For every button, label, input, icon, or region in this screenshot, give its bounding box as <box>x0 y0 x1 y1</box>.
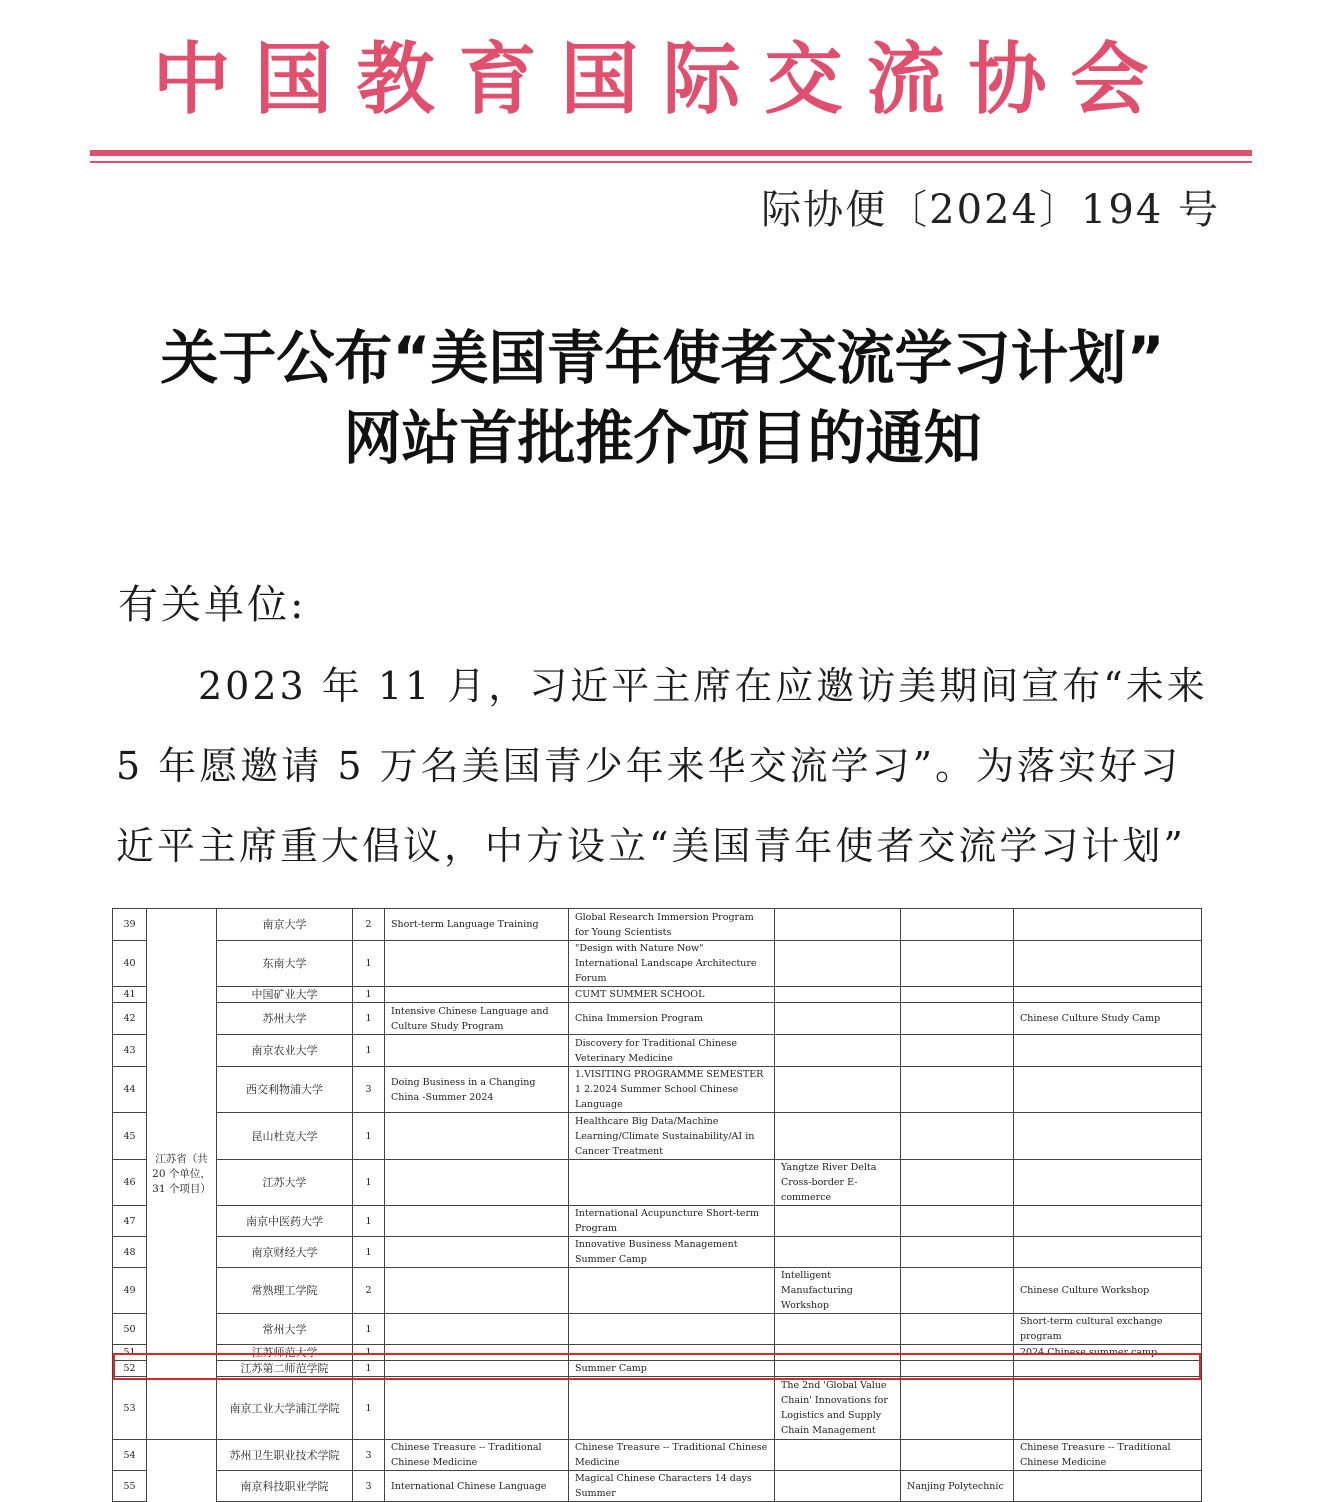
project-count: 1 <box>353 1237 385 1268</box>
body-paragraph-line: 近平主席重大倡议，中方设立“美国青年使者交流学习计划” <box>116 824 1186 868</box>
project-cell <box>1014 1067 1202 1113</box>
institution-name: 南京科技职业学院 <box>217 1471 353 1502</box>
row-number: 47 <box>113 1206 147 1237</box>
project-count: 1 <box>353 1035 385 1067</box>
project-cell: Magical Chinese Characters 14 days Summer <box>569 1471 775 1502</box>
project-cell <box>1014 1361 1202 1377</box>
project-cell <box>901 1035 1014 1067</box>
project-table-body <box>113 909 1202 1502</box>
row-number: 49 <box>113 1268 147 1314</box>
project-cell <box>385 1206 569 1237</box>
project-cell: Summer Camp <box>569 1361 775 1377</box>
row-number: 50 <box>113 1314 147 1345</box>
salutation: 有关单位: <box>118 582 307 628</box>
project-cell <box>901 1345 1014 1361</box>
table-row <box>113 1113 1202 1160</box>
project-cell <box>901 909 1014 941</box>
institution-name: 江苏第二师范学院 <box>217 1361 353 1377</box>
project-cell <box>775 1440 901 1471</box>
row-number: 43 <box>113 1035 147 1067</box>
project-cell <box>569 1314 775 1345</box>
notice-title-line-2: 网站首批推介项目的通知 <box>343 404 982 472</box>
project-cell: Intelligent Manufacturing Workshop <box>775 1268 901 1314</box>
project-cell <box>1014 1113 1202 1160</box>
project-cell <box>901 987 1014 1003</box>
table-row <box>113 909 1202 941</box>
institution-name: 南京财经大学 <box>217 1237 353 1268</box>
project-cell: "Design with Nature Now" International Landscape Architecture Forum <box>569 941 775 987</box>
project-cell <box>775 909 901 941</box>
project-cell: Nanjing Polytechnic <box>901 1471 1014 1502</box>
project-cell: China Immersion Program <box>569 1003 775 1035</box>
institution-name: 南京农业大学 <box>217 1035 353 1067</box>
project-cell <box>775 1345 901 1361</box>
document-number: 际协便〔2024〕194 号 <box>761 187 1220 233</box>
row-number: 45 <box>113 1113 147 1160</box>
table-row <box>113 1160 1202 1206</box>
project-table <box>112 908 1202 1502</box>
project-count: 1 <box>353 1160 385 1206</box>
project-cell: Chinese Culture Study Camp <box>1014 1003 1202 1035</box>
project-cell <box>775 1003 901 1035</box>
project-count: 1 <box>353 1361 385 1377</box>
institution-name: 南京工业大学浦江学院 <box>217 1377 353 1440</box>
row-number: 52 <box>113 1361 147 1377</box>
project-cell: 2024 Chinese summer camp <box>1014 1345 1202 1361</box>
project-cell: Discovery for Traditional Chinese Veterinary Medicine <box>569 1035 775 1067</box>
project-cell <box>1014 1160 1202 1206</box>
masthead-rule-thin <box>90 161 1252 163</box>
project-count: 1 <box>353 987 385 1003</box>
project-cell: Global Research Immersion Program for Young Scientists <box>569 909 775 941</box>
table-row <box>113 1361 1202 1377</box>
project-count: 3 <box>353 1440 385 1471</box>
masthead-rule-thick <box>90 150 1252 156</box>
project-cell <box>901 1377 1014 1440</box>
project-cell <box>775 1237 901 1268</box>
project-cell <box>901 1160 1014 1206</box>
table-row <box>113 1314 1202 1345</box>
row-number: 51 <box>113 1345 147 1361</box>
table-row <box>113 1003 1202 1035</box>
project-cell: The 2nd 'Global Value Chain' Innovations for Logistics and Supply Chain Management <box>775 1377 901 1440</box>
project-count: 1 <box>353 1003 385 1035</box>
project-cell <box>1014 1237 1202 1268</box>
project-count: 2 <box>353 1268 385 1314</box>
project-cell <box>775 1361 901 1377</box>
row-number: 40 <box>113 941 147 987</box>
project-cell <box>901 1361 1014 1377</box>
project-count: 3 <box>353 1067 385 1113</box>
project-cell <box>385 1113 569 1160</box>
row-number: 53 <box>113 1377 147 1440</box>
institution-name: 江苏大学 <box>217 1160 353 1206</box>
project-cell: Short-term cultural exchange program <box>1014 1314 1202 1345</box>
project-cell <box>385 1377 569 1440</box>
project-cell <box>569 1268 775 1314</box>
project-cell <box>901 1268 1014 1314</box>
table-row <box>113 1237 1202 1268</box>
project-cell <box>901 1440 1014 1471</box>
table-row <box>113 1067 1202 1113</box>
institution-name: 常州大学 <box>217 1314 353 1345</box>
project-count: 3 <box>353 1471 385 1502</box>
project-count: 1 <box>353 1377 385 1440</box>
project-cell: Chinese Treasure -- Traditional Chinese Medicine <box>569 1440 775 1471</box>
project-cell <box>569 1377 775 1440</box>
project-cell <box>1014 1471 1202 1502</box>
project-count: 1 <box>353 1113 385 1160</box>
project-cell: Innovative Business Management Summer Camp <box>569 1237 775 1268</box>
project-count: 1 <box>353 1345 385 1361</box>
institution-name: 西交利物浦大学 <box>217 1067 353 1113</box>
table-row <box>113 1035 1202 1067</box>
institution-name: 南京中医药大学 <box>217 1206 353 1237</box>
project-cell <box>901 941 1014 987</box>
project-cell: International Chinese Language <box>385 1471 569 1502</box>
project-cell <box>1014 941 1202 987</box>
project-count: 2 <box>353 909 385 941</box>
row-number: 39 <box>113 909 147 941</box>
project-cell: 1.VISITING PROGRAMME SEMESTER 1 2.2024 Summer School Chinese Language <box>569 1067 775 1113</box>
project-cell <box>385 987 569 1003</box>
project-cell <box>569 1160 775 1206</box>
project-cell: Short-term Language Training <box>385 909 569 941</box>
project-cell <box>385 1361 569 1377</box>
project-cell: Doing Business in a Changing China -Summer 2024 <box>385 1067 569 1113</box>
project-count: 1 <box>353 941 385 987</box>
project-cell <box>775 941 901 987</box>
project-cell <box>385 1035 569 1067</box>
project-cell: CUMT SUMMER SCHOOL <box>569 987 775 1003</box>
project-cell: Chinese Culture Workshop <box>1014 1268 1202 1314</box>
table-row <box>113 1440 1202 1471</box>
table-row <box>113 987 1202 1003</box>
project-cell <box>1014 1377 1202 1440</box>
institution-name: 苏州大学 <box>217 1003 353 1035</box>
project-cell: Intensive Chinese Language and Culture Study Program <box>385 1003 569 1035</box>
table-row <box>113 1206 1202 1237</box>
row-number: 46 <box>113 1160 147 1206</box>
province-cell: 江苏省（共 20 个单位，31 个项目） <box>147 909 217 1440</box>
institution-name: 东南大学 <box>217 941 353 987</box>
project-cell <box>569 1345 775 1361</box>
project-cell <box>385 1268 569 1314</box>
project-cell <box>385 1314 569 1345</box>
project-cell: Chinese Treasure -- Traditional Chinese Medicine <box>385 1440 569 1471</box>
project-cell: Healthcare Big Data/Machine Learning/Climate Sustainability/AI in Cancer Treatment <box>569 1113 775 1160</box>
project-cell <box>775 1471 901 1502</box>
project-count: 1 <box>353 1206 385 1237</box>
project-cell <box>901 1067 1014 1113</box>
table-row <box>113 1345 1202 1361</box>
project-cell: Chinese Treasure -- Traditional Chinese Medicine <box>1014 1440 1202 1471</box>
institution-name: 中国矿业大学 <box>217 987 353 1003</box>
project-cell <box>901 1206 1014 1237</box>
row-number: 54 <box>113 1440 147 1471</box>
project-cell <box>901 1237 1014 1268</box>
project-cell <box>1014 1035 1202 1067</box>
org-masthead: 中国教育国际交流协会 <box>152 35 1173 125</box>
project-cell <box>901 1314 1014 1345</box>
institution-name: 南京大学 <box>217 909 353 941</box>
row-number: 48 <box>113 1237 147 1268</box>
institution-name: 江苏师范大学 <box>217 1345 353 1361</box>
project-cell <box>385 1237 569 1268</box>
institution-name: 苏州卫生职业技术学院 <box>217 1440 353 1471</box>
province-spacer-cell <box>147 1440 217 1471</box>
row-number: 44 <box>113 1067 147 1113</box>
project-cell <box>385 941 569 987</box>
table-row <box>113 1377 1202 1440</box>
table-row <box>113 1471 1202 1502</box>
row-number: 42 <box>113 1003 147 1035</box>
project-cell <box>1014 987 1202 1003</box>
project-count: 1 <box>353 1314 385 1345</box>
project-cell <box>1014 909 1202 941</box>
body-paragraph-line: 5 年愿邀请 5 万名美国青少年来华交流学习”。为落实好习 <box>116 744 1182 788</box>
table-row <box>113 1268 1202 1314</box>
body-paragraph-line: 2023 年 11 月，习近平主席在应邀访美期间宣布“未来 <box>198 664 1208 708</box>
notice-title-line-1: 关于公布“美国青年使者交流学习计划” <box>160 324 1165 392</box>
project-cell <box>901 1003 1014 1035</box>
institution-name: 昆山杜克大学 <box>217 1113 353 1160</box>
project-cell <box>775 987 901 1003</box>
project-cell: Yangtze River Delta Cross-border E-commerce <box>775 1160 901 1206</box>
project-cell <box>775 1206 901 1237</box>
project-cell <box>775 1314 901 1345</box>
institution-name: 常熟理工学院 <box>217 1268 353 1314</box>
row-number: 41 <box>113 987 147 1003</box>
table-row <box>113 941 1202 987</box>
project-cell <box>1014 1206 1202 1237</box>
project-cell <box>385 1160 569 1206</box>
province-spacer-cell <box>147 1471 217 1502</box>
row-number: 55 <box>113 1471 147 1502</box>
project-cell <box>775 1113 901 1160</box>
project-cell <box>385 1345 569 1361</box>
project-cell <box>901 1113 1014 1160</box>
project-cell: International Acupuncture Short-term Program <box>569 1206 775 1237</box>
project-cell <box>775 1067 901 1113</box>
project-cell <box>775 1035 901 1067</box>
